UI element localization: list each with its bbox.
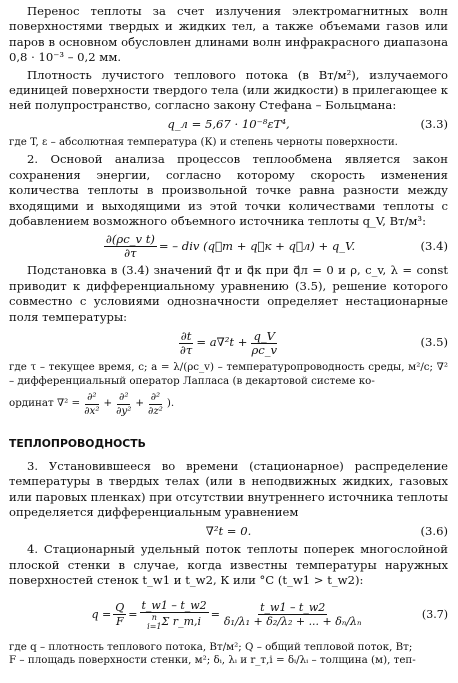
equation-3-7-sum-limits	[147, 613, 161, 631]
equation-3-7-layer-fraction	[222, 601, 364, 628]
paragraph-steady-state: 3. Установившееся во времени (стационарное) распределение температуры в твердых телах (или в неподвижных жидких, газовых или паровых пленках) при отсутствии внутреннего источника теплоты определяется дифференциальным уравнением	[9, 458, 448, 519]
equation-3-7-sum-bottom: i=1	[147, 621, 162, 631]
equation-3-7-sum-fraction	[140, 599, 209, 631]
equation-3-4-denominator: ∂τ	[124, 245, 137, 260]
equation-3-7-q: q =	[91, 607, 112, 621]
paragraph-substitution: Подстановка в (3.4) значений q⃗т и q⃗к при q⃗л = 0 и ρ, c_v, λ = const приводит к дифференциальному уравнению (3.5), решение которого совместно с условиями однозначности определяет нестационарные поля температуры:	[9, 263, 448, 324]
laplacian-d2z	[146, 391, 165, 418]
equation-3-3-number: (3.3)	[420, 117, 448, 132]
laplacian-close: ).	[166, 397, 175, 410]
note-3-7-a: где q – плотность теплового потока, Вт/м²; Q – общий тепловой поток, Вт;	[9, 640, 413, 653]
equation-3-4	[9, 229, 448, 263]
equation-3-7-number: (3.7)	[421, 607, 448, 621]
section-heading-heat-conduction: ТЕПЛОПРОВОДНОСТЬ	[9, 437, 146, 451]
laplacian-plus-1: +	[103, 397, 113, 410]
note-3-3: где T, ε – абсолютная температура (К) и степень черноты поверхности.	[9, 135, 398, 148]
equation-3-5-number: (3.5)	[420, 335, 448, 350]
equation-3-5-left-numerator: ∂t	[180, 328, 192, 343]
equation-3-6-body: ∇²t = 0.	[205, 523, 252, 538]
equation-3-4-fraction	[104, 233, 157, 260]
note-3-5-laplacian	[9, 388, 448, 420]
equation-3-7-sum-denominator	[145, 613, 203, 631]
equation-3-7-qf	[113, 601, 126, 628]
paragraph-multilayer-wall: 4. Стационарный удельный поток теплоты поперек многослойной плоской стенки в случае, когда известны температуры наружных поверхностей стенок t_w1 и t_w2, К или °C (t_w1 > t_w2):	[9, 542, 448, 588]
equation-3-4-rest: = – div (q⃗т + q⃗к + q⃗л) + q_V.	[158, 238, 356, 253]
laplacian-plus-2: +	[135, 397, 145, 410]
equation-3-7	[9, 589, 448, 641]
equation-3-5-right-denominator: ρc_v	[251, 342, 278, 357]
paragraph-energy-conservation: 2. Основой анализа процессов теплообмена является закон сохранения энергии, согласно которому скорость изменения количества теплоты в произвольной точке равна разности между входящими и выходящими из этой точки количествами теплоты с добавлением возможного объемного источника теплоты q_V, Вт/м³:	[9, 152, 448, 229]
equation-3-7-sum-top: n	[151, 612, 157, 622]
equation-3-7-dt2: t_w1 – t_w2	[260, 601, 326, 615]
laplacian-d2y	[114, 391, 133, 418]
equation-3-7-sum: Σ r_т,i	[161, 615, 202, 629]
laplacian-d2x-numerator: ∂²	[87, 390, 97, 403]
laplacian-d2x	[82, 391, 101, 418]
laplacian-prefix: ординат ∇² =	[9, 397, 81, 410]
laplacian-d2y-denominator: ∂y²	[116, 404, 132, 417]
equation-3-4-numerator: ∂(ρc_v t)	[105, 231, 155, 246]
equation-3-5-right-numerator: q_V	[253, 328, 276, 343]
equation-3-5-right-fraction	[249, 330, 279, 357]
note-3-7-b: F – площадь поверхности стенки, м²; δᵢ, λᵢ и r_т,i = δᵢ/λᵢ – толщина (м), теп-	[9, 654, 416, 667]
equation-3-7-eq1: =	[128, 607, 138, 621]
equation-3-5-middle: = a∇²t +	[196, 335, 248, 350]
note-3-5: где τ – текущее время, с; a = λ/(ρc_v) – температуропроводность среды, м²/с; ∇² – дифференциальный оператор Лапласа (в декартовой системе ко-	[9, 361, 448, 387]
equation-3-3	[9, 114, 448, 136]
laplacian-d2y-numerator: ∂²	[119, 390, 129, 403]
laplacian-d2x-denominator: ∂x²	[84, 404, 100, 417]
equation-3-5	[9, 325, 448, 361]
equation-3-5-left-denominator: ∂τ	[179, 342, 193, 357]
laplacian-d2z-numerator: ∂²	[150, 390, 161, 403]
equation-3-7-Q: Q	[115, 601, 125, 615]
paragraph-radiant-flux: Плотность лучистого теплового потока (в Вт/м²), излучаемого единицей поверхности твердого тела (или жидкости) в прилегающее к ней полупространство, согласно закону Стефана – Больцмана:	[9, 67, 448, 113]
equation-3-7-dt: t_w1 – t_w2	[141, 598, 207, 612]
laplacian-d2z-denominator: ∂z²	[148, 404, 163, 417]
equation-3-4-number: (3.4)	[420, 238, 448, 253]
equation-3-7-eq2: =	[210, 607, 220, 621]
paragraph-radiation: Перенос теплоты за счет излучения электромагнитных волн поверхностями твердых и жидких тел, а также объемами газов или паров в основном обусловлен длинами волн инфракрасного диапазона 0,8 · 10⁻³ – 0,2 мм.	[9, 4, 448, 65]
equation-3-6	[9, 520, 448, 542]
equation-3-7-F: F	[115, 615, 124, 629]
equation-3-5-left-fraction	[178, 330, 194, 357]
equation-3-7-layers: δ₁/λ₁ + δ₂/λ₂ + ... + δₙ/λₙ	[223, 615, 362, 629]
equation-3-3-body: q_л = 5,67 · 10⁻⁸εT⁴,	[167, 117, 290, 132]
equation-3-6-number: (3.6)	[420, 523, 448, 538]
